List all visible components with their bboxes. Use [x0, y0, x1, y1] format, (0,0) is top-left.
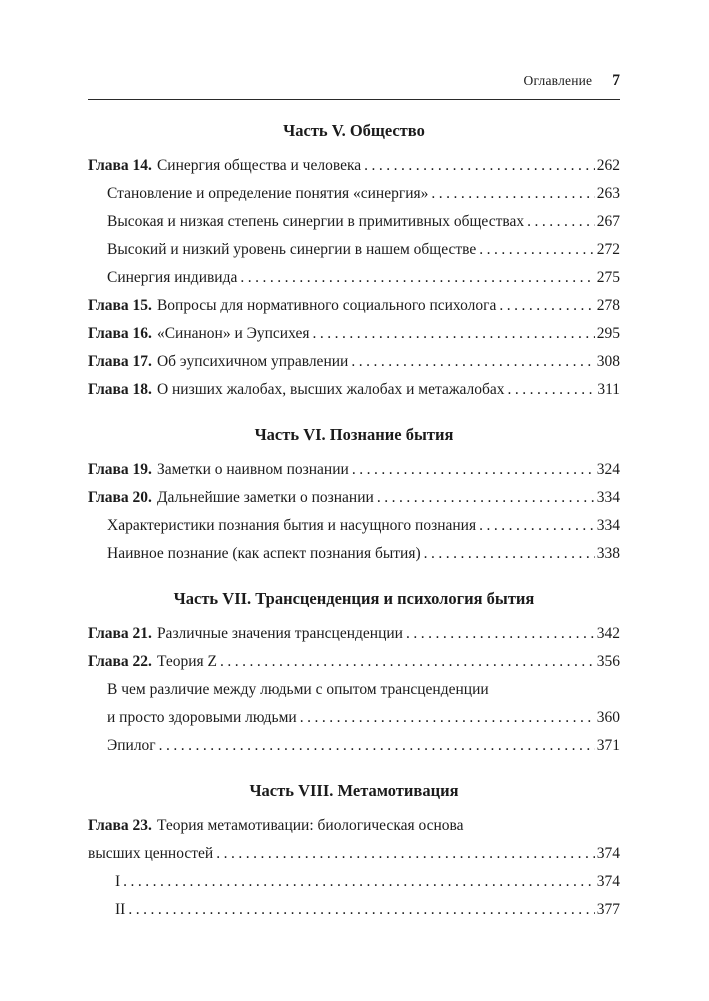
- page-number: 7: [612, 72, 620, 89]
- toc-entry: [88, 868, 620, 896]
- entry-page-number: 308: [596, 353, 620, 370]
- dot-leader: [312, 320, 594, 348]
- toc-entry: [88, 648, 620, 676]
- section-title: Часть VI. Познание бытия: [254, 425, 454, 444]
- toc-entry-line: [88, 348, 620, 376]
- toc-entry-line: [88, 840, 620, 868]
- chapter-label: Глава 15.: [88, 297, 152, 314]
- toc-entry: [88, 320, 620, 348]
- toc-section: [88, 120, 620, 404]
- entry-title: I: [115, 873, 121, 890]
- page-header: [88, 72, 620, 99]
- entry-page-number: 374: [596, 873, 620, 890]
- toc-entry: [88, 236, 620, 264]
- dot-leader: [406, 620, 595, 648]
- entry-page-number: 267: [596, 213, 620, 230]
- dot-leader: [220, 648, 595, 676]
- running-head-title: Оглавление: [523, 73, 593, 88]
- dot-leader: [216, 840, 595, 868]
- entry-page-number: 275: [596, 269, 620, 286]
- toc-entry: [88, 676, 620, 732]
- dot-leader: [377, 484, 595, 512]
- entry-page-number: 262: [596, 157, 620, 174]
- entry-page-number: 356: [596, 653, 620, 670]
- entry-title: Различные значения трансценденции: [156, 625, 403, 642]
- toc-entry: [88, 732, 620, 760]
- toc-entry: [88, 208, 620, 236]
- dot-leader: [479, 236, 595, 264]
- header-rule: [88, 99, 620, 100]
- toc: [88, 120, 620, 924]
- toc-entry-line: [88, 456, 620, 484]
- entry-page-number: 324: [596, 461, 620, 478]
- toc-entry-line: [88, 620, 620, 648]
- entry-title: Об эупсихичном управлении: [156, 353, 349, 370]
- entry-title: высших ценностей: [88, 845, 214, 862]
- entry-page-number: 334: [596, 517, 620, 534]
- entry-page-number: 377: [596, 901, 620, 918]
- section-entries: [88, 152, 620, 404]
- toc-entry-line: [107, 264, 620, 292]
- entry-page-number: 342: [596, 625, 620, 642]
- dot-leader: [499, 292, 594, 320]
- entry-page-number: 334: [596, 489, 620, 506]
- entry-page-number: 311: [597, 381, 620, 398]
- entry-title: Высокий и низкий уровень синергии в нашем обществе: [107, 241, 477, 258]
- toc-entry-line: [88, 376, 620, 404]
- entry-title: Дальнейшие заметки о познании: [156, 489, 374, 506]
- dot-leader: [128, 896, 594, 924]
- toc-entry-line: [107, 704, 620, 732]
- dot-leader: [352, 456, 595, 484]
- toc-entry-line: [88, 648, 620, 676]
- entry-title: В чем различие между людьми с опытом трансценденции: [107, 681, 489, 698]
- toc-entry: [88, 456, 620, 484]
- section-title: Часть VIII. Метамотивация: [249, 781, 459, 800]
- toc-entry-line: [107, 180, 620, 208]
- toc-entry: [88, 620, 620, 648]
- chapter-label: Глава 16.: [88, 325, 152, 342]
- toc-entry-line: [107, 540, 620, 568]
- toc-entry: [88, 896, 620, 924]
- toc-entry: [88, 180, 620, 208]
- section-entries: [88, 620, 620, 760]
- chapter-label: Глава 14.: [88, 157, 152, 174]
- toc-entry-line: [107, 512, 620, 540]
- toc-entry-line: [88, 812, 620, 840]
- toc-entry-line: [88, 484, 620, 512]
- toc-entry-line: [107, 236, 620, 264]
- toc-entry: [88, 512, 620, 540]
- entry-page-number: 338: [596, 545, 620, 562]
- toc-entry: [88, 376, 620, 404]
- entry-page-number: 272: [596, 241, 620, 258]
- section-title: Часть V. Общество: [283, 121, 425, 140]
- toc-entry: [88, 348, 620, 376]
- chapter-label: Глава 21.: [88, 625, 152, 642]
- entry-title: Эпилог: [107, 737, 156, 754]
- entry-title: Наивное познание (как аспект познания бытия): [107, 545, 421, 562]
- toc-entry-line: [88, 320, 620, 348]
- dot-leader: [351, 348, 594, 376]
- toc-section: [88, 780, 620, 924]
- toc-entry: [88, 152, 620, 180]
- entry-page-number: 263: [596, 185, 620, 202]
- toc-section: [88, 424, 620, 568]
- chapter-label: Глава 19.: [88, 461, 152, 478]
- dot-leader: [300, 704, 595, 732]
- dot-leader: [431, 180, 594, 208]
- entry-page-number: 374: [596, 845, 620, 862]
- entry-title: Синергия общества и человека: [156, 157, 362, 174]
- toc-entry: [88, 292, 620, 320]
- entry-title: II: [115, 901, 126, 918]
- toc-section: [88, 588, 620, 760]
- toc-entry-line: [107, 676, 620, 704]
- entry-page-number: 360: [596, 709, 620, 726]
- dot-leader: [479, 512, 595, 540]
- entry-title: Вопросы для нормативного социального психолога: [156, 297, 497, 314]
- toc-entry-line: [115, 896, 620, 924]
- toc-entry-line: [88, 152, 620, 180]
- entry-title: Теория Z: [156, 653, 217, 670]
- dot-leader: [159, 732, 595, 760]
- entry-page-number: 371: [596, 737, 620, 754]
- section-title: Часть VII. Трансценденция и психология бытия: [173, 589, 535, 608]
- entry-title: Характеристики познания бытия и насущного познания: [107, 517, 477, 534]
- dot-leader: [240, 264, 594, 292]
- toc-entry-line: [115, 868, 620, 896]
- dot-leader: [508, 376, 596, 404]
- entry-page-number: 295: [596, 325, 620, 342]
- entry-title: Синергия индивида: [107, 269, 238, 286]
- dot-leader: [424, 540, 595, 568]
- toc-entry-line: [88, 292, 620, 320]
- section-entries: [88, 456, 620, 568]
- chapter-label: Глава 22.: [88, 653, 152, 670]
- chapter-label: Глава 17.: [88, 353, 152, 370]
- entry-title: Становление и определение понятия «синергия»: [107, 185, 429, 202]
- section-entries: [88, 812, 620, 924]
- entry-title: Заметки о наивном познании: [156, 461, 349, 478]
- toc-entry-line: [107, 732, 620, 760]
- dot-leader: [123, 868, 595, 896]
- entry-page-number: 278: [596, 297, 620, 314]
- dot-leader: [527, 208, 595, 236]
- toc-entry-line: [107, 208, 620, 236]
- toc-entry: [88, 812, 620, 868]
- entry-title: «Синанон» и Эупсихея: [156, 325, 310, 342]
- dot-leader: [364, 152, 595, 180]
- entry-title: Высокая и низкая степень синергии в примитивных обществах: [107, 213, 525, 230]
- chapter-label: Глава 18.: [88, 381, 152, 398]
- toc-entry: [88, 540, 620, 568]
- chapter-label: Глава 20.: [88, 489, 152, 506]
- chapter-label: Глава 23.: [88, 817, 152, 834]
- toc-entry: [88, 484, 620, 512]
- entry-title: Теория метамотивации: биологическая основа: [156, 817, 464, 834]
- entry-title: и просто здоровыми людьми: [107, 709, 297, 726]
- entry-title: О низших жалобах, высших жалобах и метажалобах: [156, 381, 505, 398]
- toc-entry: [88, 264, 620, 292]
